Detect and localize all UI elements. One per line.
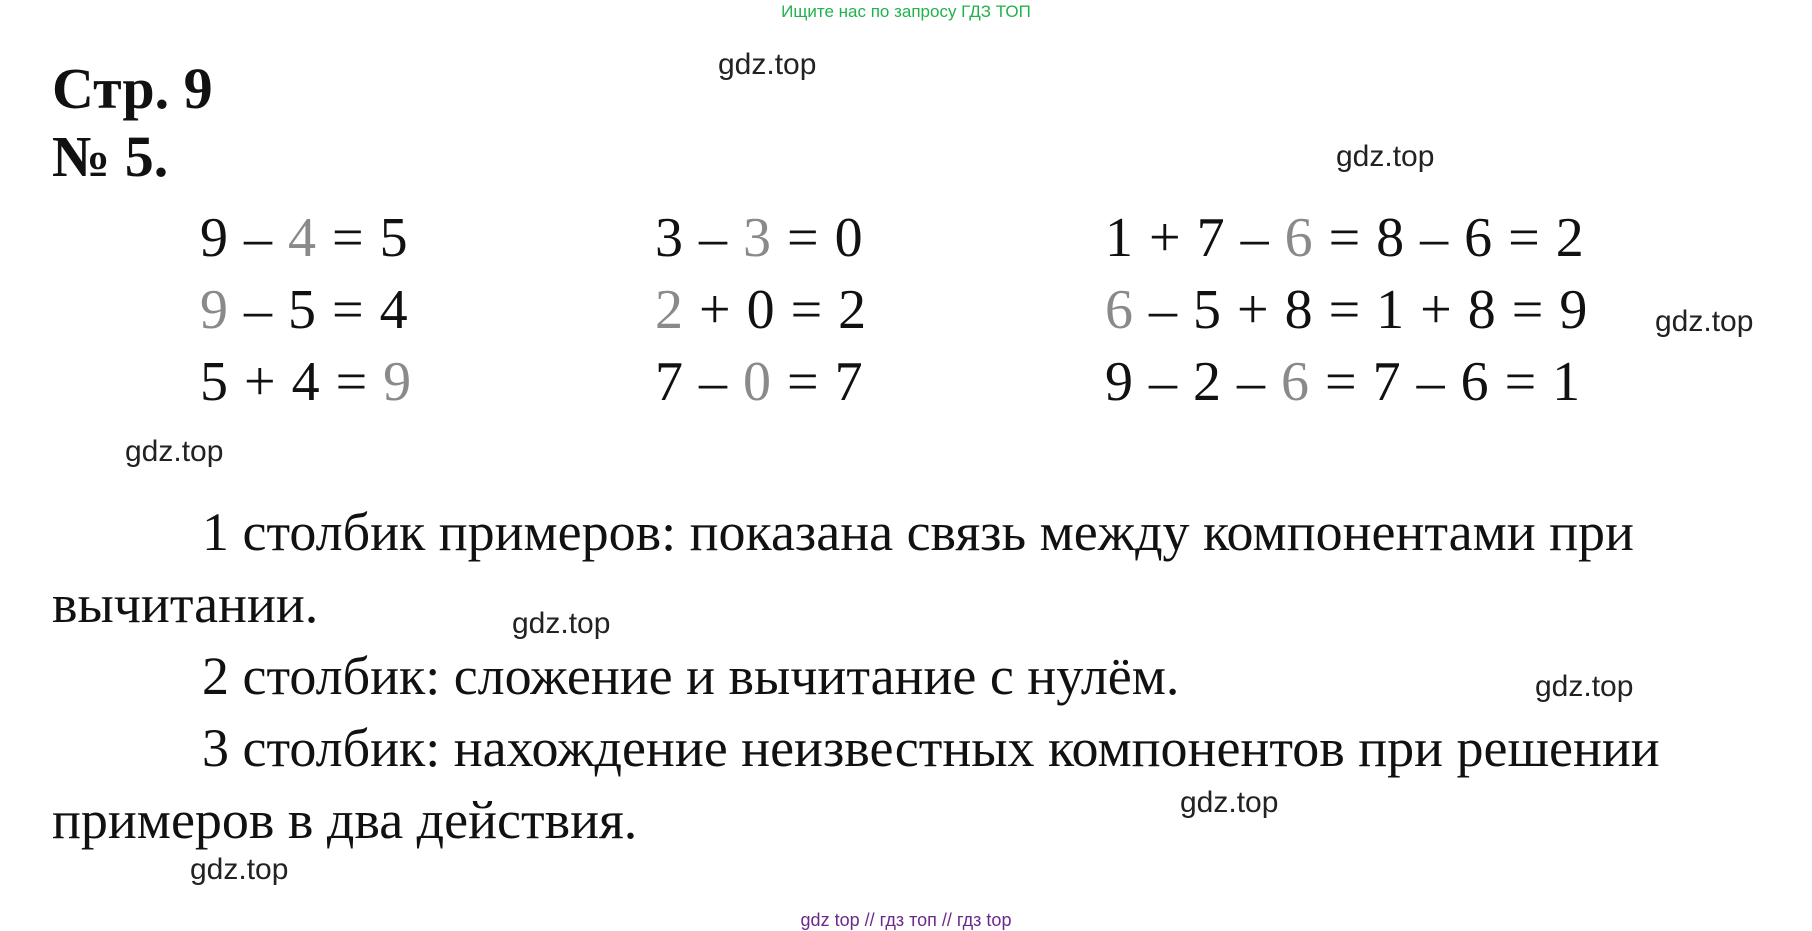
equation-part: – 5 = 4 <box>229 279 409 341</box>
equation-answer: 9 <box>383 351 413 413</box>
equation-answer: 3 <box>743 207 772 269</box>
equation-answer: 9 <box>200 279 229 341</box>
equation-part: = 8 – 6 = 2 <box>1313 207 1585 269</box>
equation-answer: 4 <box>288 207 317 269</box>
equation <box>1105 279 1589 341</box>
paragraph-3: 3 столбик: нахождение неизвестных компонентов при решении примеров в два действия. <box>52 718 1660 850</box>
equation-part: = 7 – 6 = 1 <box>1310 351 1582 413</box>
equation-part: 9 – <box>200 207 288 269</box>
paragraph-2: 2 столбик: сложение и вычитание с нулём. <box>202 646 1180 706</box>
equation-part: 3 – <box>655 207 743 269</box>
equation <box>200 351 413 413</box>
equation-answer: 0 <box>743 351 772 413</box>
watermark: gdz.top <box>1180 786 1279 819</box>
search-banner: Ищите нас по запросу ГДЗ ТОП <box>781 2 1031 21</box>
equation-part: = 7 <box>772 351 864 413</box>
equation <box>200 207 409 269</box>
equation-answer: 2 <box>655 279 684 341</box>
equation-part: – 5 + 8 = 1 + 8 = 9 <box>1134 279 1589 341</box>
equation-part: 9 – 2 – <box>1105 351 1281 413</box>
equation-part: 1 + 7 – <box>1105 207 1285 269</box>
equation <box>655 279 868 341</box>
paragraph-1: 1 столбик примеров: показана связь между компонентами при вычитании. <box>52 502 1634 634</box>
task-number: № 5. <box>52 124 169 189</box>
watermark: gdz.top <box>1655 305 1754 338</box>
footer-links: gdz top // гдз топ // гдз top <box>800 910 1012 930</box>
equation-answer: 6 <box>1284 207 1314 269</box>
watermark: gdz.top <box>125 435 224 468</box>
watermark: gdz.top <box>512 607 611 640</box>
equation-part: + 0 = 2 <box>684 279 868 341</box>
watermark: gdz.top <box>190 853 289 886</box>
watermark: gdz.top <box>718 48 817 81</box>
watermark: gdz.top <box>1336 140 1435 173</box>
equation-part: 5 + 4 = <box>200 351 384 413</box>
equation <box>655 351 864 413</box>
equation <box>200 279 409 341</box>
page-title: Стр. 9 <box>52 56 213 121</box>
equation-part: = 5 <box>317 207 409 269</box>
equation <box>1105 207 1585 269</box>
equation-part: 7 – <box>655 351 743 413</box>
equation-answer: 6 <box>1281 351 1310 413</box>
equation-answer: 6 <box>1105 279 1134 341</box>
equation <box>655 207 864 269</box>
equation-part: = 0 <box>772 207 864 269</box>
equation <box>1105 351 1582 413</box>
watermark: gdz.top <box>1535 670 1634 703</box>
